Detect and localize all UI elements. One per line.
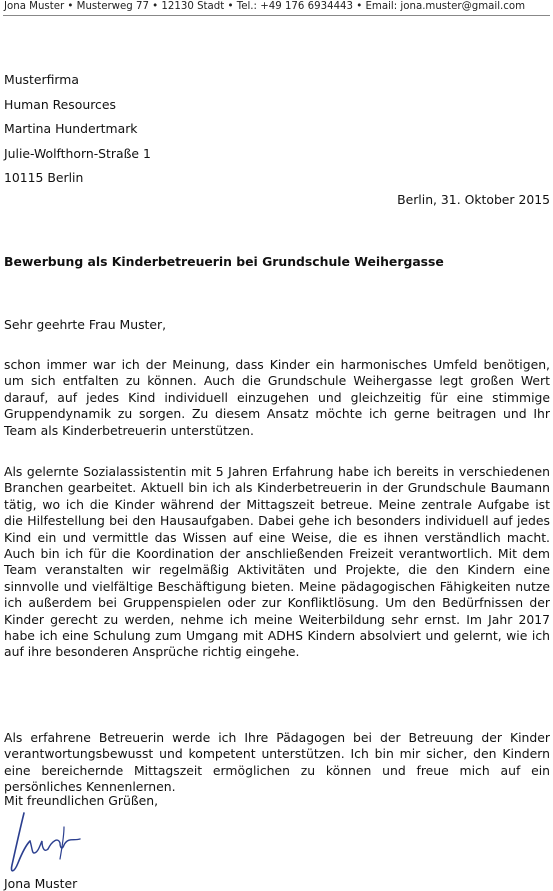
signer-name: Jona Muster — [4, 876, 78, 891]
letter-date: Berlin, 31. Oktober 2015 — [397, 192, 550, 207]
salutation: Sehr geehrte Frau Muster, — [4, 317, 167, 332]
recipient-company: Musterfirma — [4, 72, 79, 87]
recipient-street: Julie-Wolfthorn-Straße 1 — [4, 145, 151, 161]
closing-phrase: Mit freundlichen Grüßen, — [4, 793, 159, 808]
body-paragraph-3: Als erfahrene Betreuerin werde ich Ihre Pädagogen bei der Betreuung der Kinder verantwortungsbewusst und kompetent unterstützen. Ich bin mir sicher, den Kindern eine bereichernde Mittagszeit ermöglichen zu können und freue mich auf ein persönliches Kennenlernen. — [4, 730, 550, 795]
recipient-department: Human Resources — [4, 96, 116, 112]
body-paragraph-1: schon immer war ich der Meinung, dass Kinder ein harmonisches Umfeld benötigen, um sich entfalten zu können. Auch die Grundschule Weihergasse legt großen Wert darauf, auf jedes Kind individuell einzugehen und gleichzeitig für eine stimmige Gruppendynamik zu sorgen. Zu diesem Ansatz möchte ich gerne beitragen und Ihr Team als Kinderbetreuerin unterstützen. — [4, 357, 550, 438]
letter-subject: Bewerbung als Kinderbetreuerin bei Grundschule Weihergasse — [4, 254, 444, 269]
recipient-person: Martina Hundertmark — [4, 121, 138, 137]
sender-line: Jona Muster • Musterweg 77 • 12130 Stadt • Tel.: +49 176 6934443 • Email: jona.muster@gmail.com — [4, 1, 526, 12]
body-paragraph-2: Als gelernte Sozialassistentin mit 5 Jahren Erfahrung habe ich bereits in verschiedenen Branchen gearbeitet. Aktuell bin ich als Kinderbetreuerin in der Grundschule Baumann tätig, wo ich die Kinder während der Mittagszeit betreue. Meine zentrale Aufgabe ist die Hilfestellung bei den Hausaufgaben. Dabei gehe ich besonders individuell auf jedes Kind ein und vermittle das Wissen auf eine Weise, die es ihnen verständlich macht. Auch bin ich für die Koordination der anschließenden Freizeit verantwortlich. Mit dem Team veranstalten wir regelmäßig Aktivitäten und Projekte, die den Kindern eine sinnvolle und vielfältige Beschäftigung bieten. Meine pädagogischen Fähigkeiten nutze ich außerdem bei Gruppenspielen oder zur Konfliktlösung. Um den Bedürfnissen der Kinder gerecht zu werden, nehme ich meine Weiterbildung sehr ernst. Im Jahr 2017 habe ich eine Schulung zum Umgang mit ADHS Kindern absolviert und gelernt, wie ich auf ihre besonderen Ansprüche richtig eingehe. — [4, 464, 550, 660]
recipient-address — [4, 68, 151, 191]
handwritten-signature — [2, 807, 92, 885]
sender-divider — [3, 15, 550, 16]
recipient-city: 10115 Berlin — [4, 170, 84, 186]
